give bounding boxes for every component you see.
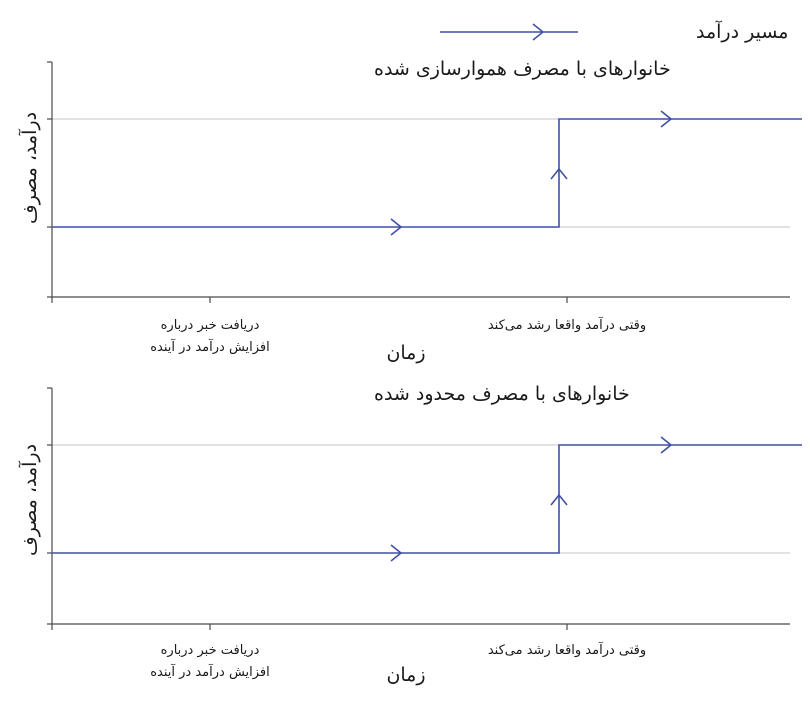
x-axis-label: زمان bbox=[386, 342, 426, 364]
series-line bbox=[52, 119, 802, 227]
x-tick-label: دریافت خبر درباره افزایش درآمد در آینده bbox=[150, 643, 270, 680]
legend-label: مسیر درآمد bbox=[696, 21, 789, 43]
chart-title: خانوارهای با مصرف هموارسازی شده bbox=[374, 58, 671, 80]
x-tick-label: دریافت خبر درباره افزایش درآمد در آینده bbox=[150, 318, 270, 355]
chart-title: خانوارهای با مصرف محدود شده bbox=[374, 383, 630, 405]
x-tick-label: وقتی درآمد واقعا رشد می‌کند bbox=[487, 318, 647, 333]
chart-panel-1 bbox=[17, 58, 802, 364]
legend bbox=[440, 19, 788, 43]
x-axis-label: زمان bbox=[386, 664, 426, 686]
chart-panels bbox=[17, 58, 802, 686]
x-tick-label: وقتی درآمد واقعا رشد می‌کند bbox=[487, 643, 647, 658]
series-line bbox=[52, 445, 802, 553]
y-axis-label: درآمد، مصرف bbox=[19, 111, 41, 225]
chart-panel-2 bbox=[17, 383, 802, 686]
y-axis-label: درآمد، مصرف bbox=[19, 443, 41, 557]
